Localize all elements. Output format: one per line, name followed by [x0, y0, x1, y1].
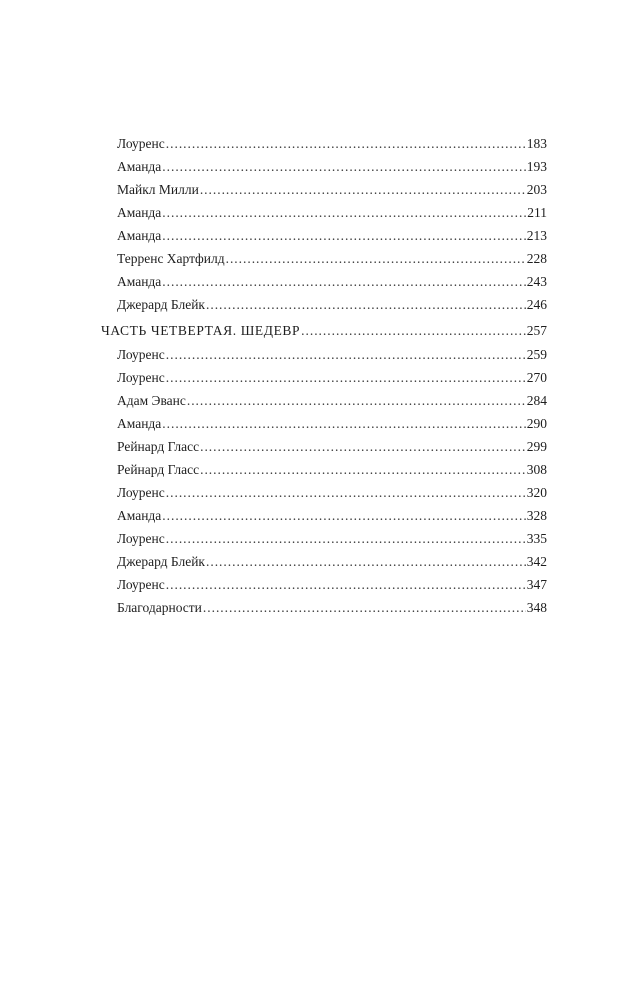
- toc-entry-title: Аманда: [117, 205, 162, 220]
- toc-entry-page: 348: [526, 600, 547, 615]
- toc-entry-page: 284: [526, 393, 547, 408]
- toc-group-part-four: [0, 318, 619, 619]
- toc-entry-page: 290: [526, 416, 547, 431]
- toc-entry: [0, 178, 619, 201]
- toc-entry-page: 246: [526, 297, 547, 312]
- dot-leader: [166, 132, 526, 155]
- toc-entry-title: Аманда: [117, 228, 162, 243]
- dot-leader: [226, 247, 526, 270]
- toc-entry-title: Лоуренс: [117, 485, 165, 500]
- toc-entry: [0, 458, 619, 481]
- toc-entry-page: 203: [526, 182, 547, 197]
- toc-entry-title: Аманда: [117, 508, 162, 523]
- toc-entry-page: 342: [526, 554, 547, 569]
- toc-entry: [0, 224, 619, 247]
- dot-leader: [203, 596, 526, 619]
- toc-entry: [0, 435, 619, 458]
- toc-entry-page: 211: [527, 205, 547, 220]
- toc-entry-page: 243: [526, 274, 547, 289]
- toc-entry-page: 308: [526, 462, 547, 477]
- toc-entry: [0, 366, 619, 389]
- dot-leader: [200, 178, 526, 201]
- toc-entry-page: 347: [526, 577, 547, 592]
- dot-leader: [166, 481, 526, 504]
- toc-entry-page: 299: [526, 439, 547, 454]
- toc-entry-title: Терренс Хартфилд: [117, 251, 225, 266]
- toc-entry: [0, 343, 619, 366]
- table-of-contents: [0, 132, 619, 619]
- toc-entry-title: Адам Эванс: [117, 393, 186, 408]
- dot-leader: [162, 201, 526, 224]
- dot-leader: [162, 155, 525, 178]
- toc-entry: [0, 293, 619, 316]
- toc-entry-page: 270: [526, 370, 547, 385]
- toc-entry-title: Благодарности: [117, 600, 202, 615]
- toc-entry-page: 259: [526, 347, 547, 362]
- toc-entry-title: Лоуренс: [117, 136, 165, 151]
- dot-leader: [162, 412, 525, 435]
- toc-entry-page: 328: [526, 508, 547, 523]
- toc-entry-title: Джерард Блейк: [117, 297, 205, 312]
- toc-entry-title: Джерард Блейк: [117, 554, 205, 569]
- toc-entry: [0, 527, 619, 550]
- toc-entry: [0, 504, 619, 527]
- toc-part-page: 257: [526, 323, 547, 338]
- toc-entry: [0, 155, 619, 178]
- toc-entry-title: Аманда: [117, 159, 162, 174]
- toc-entry-title: Рейнард Гласс: [117, 439, 200, 454]
- toc-entry-page: 335: [526, 531, 547, 546]
- toc-entry: [0, 550, 619, 573]
- dot-leader: [206, 550, 526, 573]
- dot-leader: [206, 293, 526, 316]
- toc-entry: [0, 132, 619, 155]
- toc-entry: [0, 573, 619, 596]
- toc-entry-page: 320: [526, 485, 547, 500]
- dot-leader: [166, 343, 526, 366]
- toc-entry-title: Майкл Милли: [117, 182, 199, 197]
- toc-entry: [0, 389, 619, 412]
- toc-entry-page: 228: [526, 251, 547, 266]
- toc-entry: [0, 270, 619, 293]
- toc-entry-title: Рейнард Гласс: [117, 462, 200, 477]
- toc-entry-page: 213: [526, 228, 547, 243]
- toc-entry-title: Лоуренс: [117, 577, 165, 592]
- toc-group-part-three-chapters: [0, 132, 619, 316]
- toc-entry: [0, 412, 619, 435]
- dot-leader: [162, 504, 525, 527]
- toc-part-heading: [0, 318, 619, 343]
- dot-leader: [166, 573, 526, 596]
- dot-leader: [187, 389, 526, 412]
- dot-leader: [200, 458, 526, 481]
- dot-leader: [162, 270, 525, 293]
- toc-entry-title: Лоуренс: [117, 531, 165, 546]
- toc-entry-page: 183: [526, 136, 547, 151]
- toc-entry: [0, 481, 619, 504]
- dot-leader: [166, 366, 526, 389]
- toc-part-title: ЧАСТЬ ЧЕТВЕРТАЯ. ШЕДЕВР: [101, 323, 301, 338]
- toc-entry-title: Аманда: [117, 274, 162, 289]
- dot-leader: [166, 527, 526, 550]
- dot-leader: [301, 318, 526, 343]
- toc-entry-title: Лоуренс: [117, 347, 165, 362]
- toc-entry-page: 193: [526, 159, 547, 174]
- toc-entry-title: Аманда: [117, 416, 162, 431]
- dot-leader: [162, 224, 525, 247]
- toc-entry: [0, 596, 619, 619]
- toc-entry: [0, 201, 619, 224]
- dot-leader: [200, 435, 526, 458]
- toc-entry: [0, 247, 619, 270]
- toc-entry-title: Лоуренс: [117, 370, 165, 385]
